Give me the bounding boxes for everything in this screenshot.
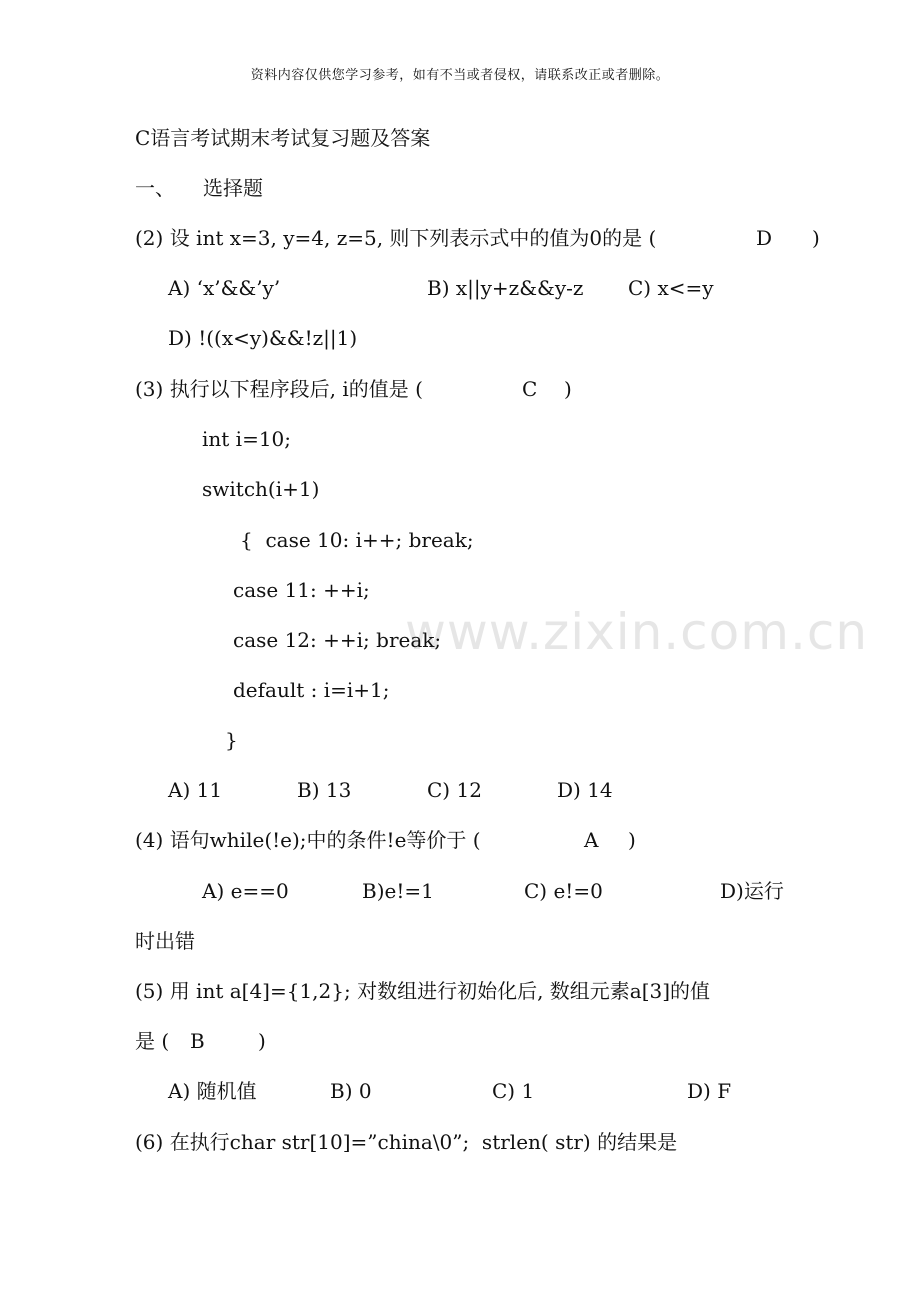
question-4-answer: A — [584, 828, 599, 852]
code-line: switch(i+1) — [202, 477, 320, 501]
question-5-option-c: C) 1 — [492, 1079, 535, 1103]
question-5-option-a: A) 随机值 — [168, 1079, 257, 1103]
copyright-notice: 资料内容仅供您学习参考，如有不当或者侵权，请联系改正或者删除。 — [250, 68, 670, 83]
code-line: int i=10; — [202, 427, 292, 451]
question-3-option-d: D) 14 — [557, 778, 613, 802]
question-3-answer: C — [522, 377, 538, 401]
question-2-option-a: A) ‘x’&&’y’ — [168, 276, 281, 300]
question-2-option-b: B) x||y+z&&y-z — [427, 276, 584, 300]
code-line: { case 10: i++; break; — [240, 528, 474, 552]
code-line: default : i=i+1; — [233, 678, 390, 702]
question-5-option-b: B) 0 — [330, 1079, 372, 1103]
watermark: www.zixin.com.cn — [405, 603, 869, 661]
question-4-option-d-continued: 时出错 — [135, 929, 195, 953]
code-line: } — [225, 728, 238, 752]
question-4-option-b: B)e!=1 — [362, 879, 434, 903]
question-5-stem-continued: 是 ( — [135, 1029, 170, 1053]
question-2-option-d: D) !((x<y)&&!z||1) — [168, 326, 358, 350]
code-line: case 11: ++i; — [233, 578, 370, 602]
question-2-option-c: C) x<=y — [628, 276, 714, 300]
code-line: case 12: ++i; break; — [233, 628, 442, 652]
question-2-answer: D — [756, 226, 773, 250]
question-4-option-a: A) e==0 — [202, 879, 289, 903]
section-number: 一、 — [135, 176, 175, 200]
question-3-option-a: A) 11 — [168, 778, 223, 802]
question-2-stem: (2) 设 int x=3, y=4, z=5, 则下列表示式中的值为0的是 ( — [135, 226, 657, 250]
question-4-option-c: C) e!=0 — [524, 879, 603, 903]
question-2-close: ) — [812, 226, 820, 250]
question-4-stem: (4) 语句while(!e);中的条件!e等价于 ( — [135, 828, 481, 852]
question-4-close: ) — [628, 828, 636, 852]
question-5-close: ) — [258, 1029, 266, 1053]
question-3-option-c: C) 12 — [427, 778, 482, 802]
question-3-option-b: B) 13 — [297, 778, 352, 802]
question-6-stem: (6) 在执行char str[10]=”china\0”; strlen( str) 的结果是 — [135, 1130, 678, 1154]
question-3-stem: (3) 执行以下程序段后, i的值是 ( — [135, 377, 423, 401]
question-5-option-d: D) F — [687, 1079, 732, 1103]
section-heading: 选择题 — [203, 176, 263, 200]
question-3-close: ) — [564, 377, 572, 401]
question-5-answer: B — [190, 1029, 205, 1053]
document-title: C语言考试期末考试复习题及答案 — [135, 126, 431, 150]
question-5-stem: (5) 用 int a[4]={1,2}; 对数组进行初始化后, 数组元素a[3]的值 — [135, 979, 711, 1003]
question-4-option-d: D)运行 — [720, 879, 784, 903]
